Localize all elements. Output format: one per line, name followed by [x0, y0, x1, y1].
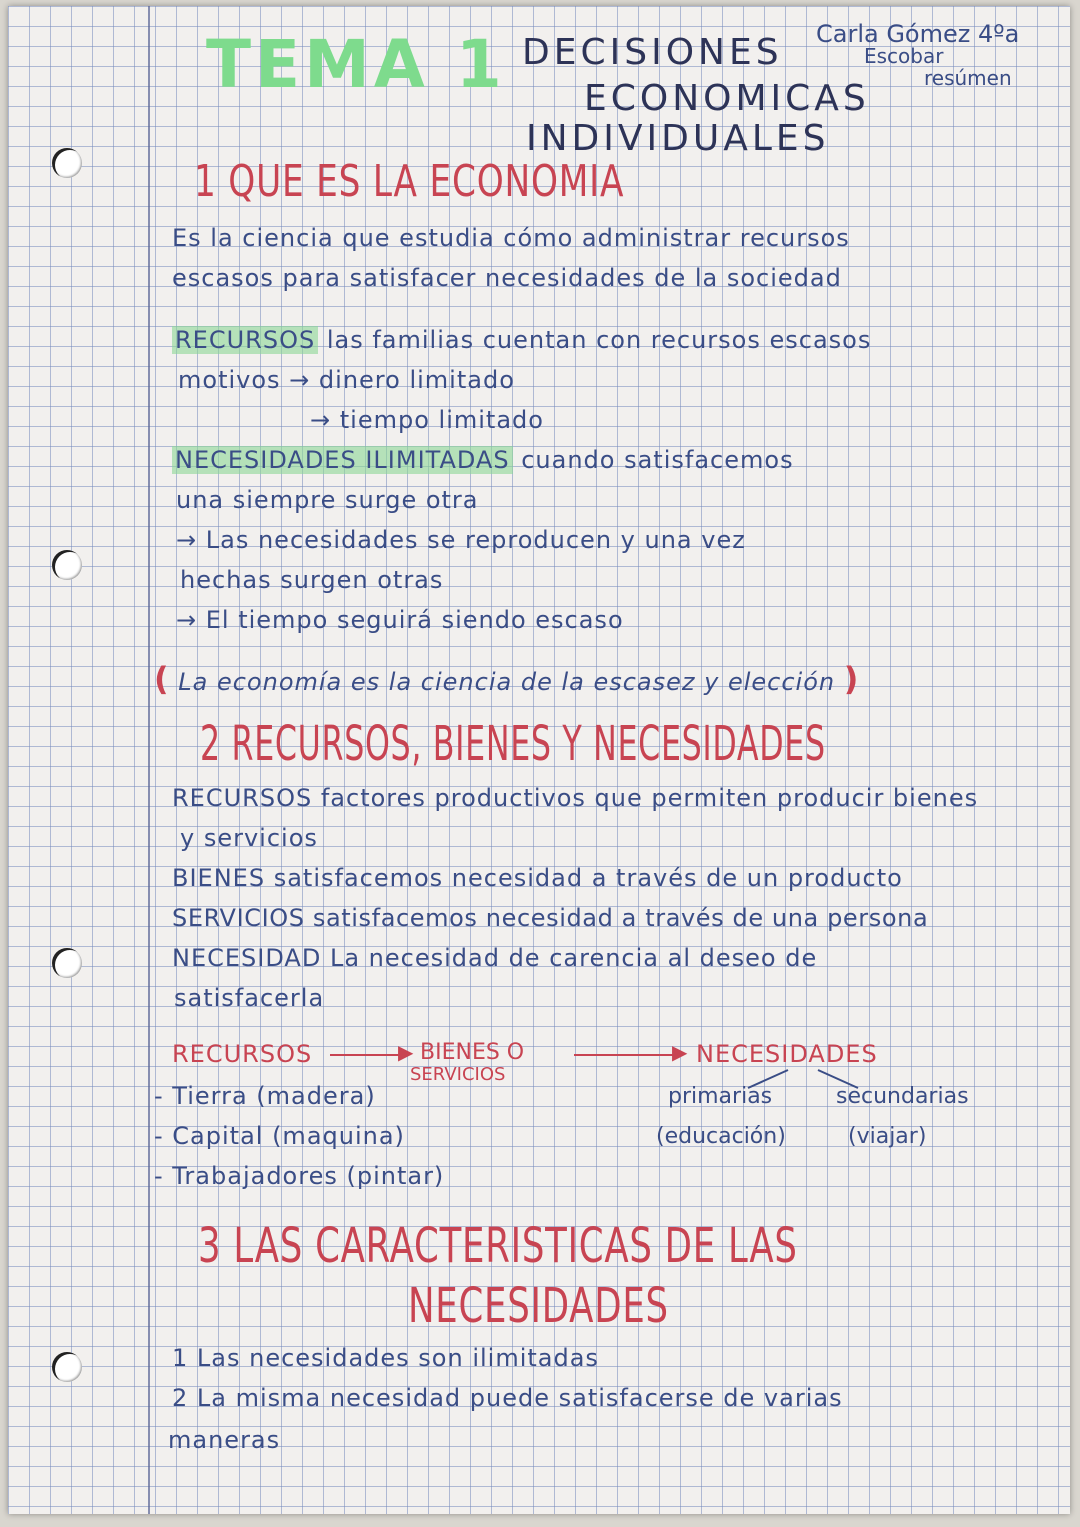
s1-bullet-1b: hechas surgen otras — [180, 566, 444, 594]
s1-motivo-row-1 — [178, 366, 515, 394]
bienes-text: satisfacemos necesidad a través de un producto — [273, 864, 903, 892]
s1-def-line-2: escasos para satisfacer necesidades de la sociedad — [172, 264, 842, 292]
s1-bullet-2 — [176, 606, 624, 634]
s2-recursos-row — [172, 784, 978, 812]
bullet-2-text: El tiempo seguirá siendo escaso — [205, 606, 624, 634]
recursos-label: RECURSOS — [172, 784, 313, 812]
s1-line-una: una siempre surge otra — [176, 486, 479, 514]
necesidades-text: cuando satisfacemos — [521, 446, 794, 474]
s3-item-2a: 2 La misma necesidad puede satisfacerse de varias — [172, 1384, 843, 1412]
motivo-2: tiempo limitado — [339, 406, 544, 434]
necesidad-label: NECESIDAD — [172, 944, 322, 972]
servicios-label: SERVICIOS — [172, 904, 305, 932]
diagram-servicios: SERVICIOS — [410, 1064, 506, 1085]
binder-hole — [52, 148, 82, 178]
diagram-recurso-item-3: - Trabajadores (pintar) — [154, 1162, 445, 1190]
s1-recursos-row — [172, 326, 871, 354]
s1-bullet-1a — [176, 526, 746, 554]
recursos-text: las familias cuentan con recursos escasos — [326, 326, 872, 354]
section3-heading-a: 3 LAS CARACTERISTICAS DE LAS — [198, 1218, 798, 1274]
s2-necesidad-row — [172, 944, 817, 972]
diagram-secundarias: secundarias — [836, 1084, 969, 1109]
section2-heading: 2 RECURSOS, BIENES Y NECESIDADES — [200, 716, 826, 772]
section3-heading-b: NECESIDADES — [408, 1278, 669, 1334]
diagram-recurso-item-1: - Tierra (madera) — [154, 1082, 376, 1110]
notebook-page — [8, 6, 1070, 1514]
recursos-label: RECURSOS — [172, 326, 318, 354]
diagram-recurso-item-2: - Capital (maquina) — [154, 1122, 405, 1150]
title-line-2: ECONOMICAS — [584, 78, 870, 119]
s1-def-line-1: Es la ciencia que estudia cómo administrar recursos — [172, 224, 850, 252]
arrow-icon: → — [176, 606, 198, 634]
arrow-head-icon: ▶ — [672, 1040, 688, 1064]
motivo-1: dinero limitado — [318, 366, 515, 394]
diagram-recursos: RECURSOS — [172, 1040, 313, 1068]
bullet-1a-text: Las necesidades se reproducen y una vez — [205, 526, 746, 554]
margin-line — [148, 6, 150, 1514]
author-name: Carla Gómez 4ºa — [816, 20, 1020, 48]
title-line-3: INDIVIDUALES — [526, 118, 830, 159]
diagram-primarias: primarias — [668, 1084, 773, 1109]
binder-hole — [52, 550, 82, 580]
paren-open: ( — [154, 660, 170, 698]
binder-hole — [52, 948, 82, 978]
arrow-icon: → — [289, 366, 311, 394]
s1-necesidades-row — [172, 446, 794, 474]
paren-close: ) — [843, 660, 860, 698]
author-note: resúmen — [924, 66, 1012, 90]
s2-necesidad-row-b: satisfacerla — [174, 984, 325, 1012]
recursos-text: factores productivos que permiten producir bienes — [320, 784, 979, 812]
s2-servicios-row — [172, 904, 928, 932]
tema-title: TEMA 1 — [206, 26, 506, 103]
title-line-1: DECISIONES — [522, 32, 783, 73]
diagram-secundarias-ej: (viajar) — [848, 1124, 927, 1149]
arrow-icon: → — [310, 406, 332, 434]
author-surname: Escobar — [864, 44, 944, 68]
arrow-line — [330, 1054, 404, 1056]
binder-hole — [52, 1352, 82, 1382]
conclusion-text: La economía es la ciencia de la escasez y elección — [178, 668, 836, 696]
s3-item-2b: maneras — [168, 1426, 281, 1454]
arrow-icon: → — [176, 526, 198, 554]
arrow-head-icon: ▶ — [398, 1040, 414, 1064]
arrow-line — [574, 1054, 678, 1056]
s1-motivo-row-2 — [310, 406, 544, 434]
s2-bienes-row — [172, 864, 903, 892]
necesidad-text: La necesidad de carencia al deseo de — [329, 944, 818, 972]
s1-conclusion — [154, 660, 859, 698]
servicios-text: satisfacemos necesidad a través de una persona — [312, 904, 929, 932]
diagram-bienes: BIENES O — [420, 1040, 525, 1065]
s2-recursos-row-b: y servicios — [180, 824, 318, 852]
necesidades-label: NECESIDADES ILIMITADAS — [172, 446, 513, 474]
diagram-necesidades: NECESIDADES — [696, 1040, 878, 1068]
section1-heading: 1 QUE ES LA ECONOMIA — [194, 156, 625, 207]
bienes-label: BIENES — [172, 864, 266, 892]
s3-item-1: 1 Las necesidades son ilimitadas — [172, 1344, 599, 1372]
motivos-label: motivos — [178, 366, 281, 394]
diagram-primarias-ej: (educación) — [656, 1124, 786, 1149]
